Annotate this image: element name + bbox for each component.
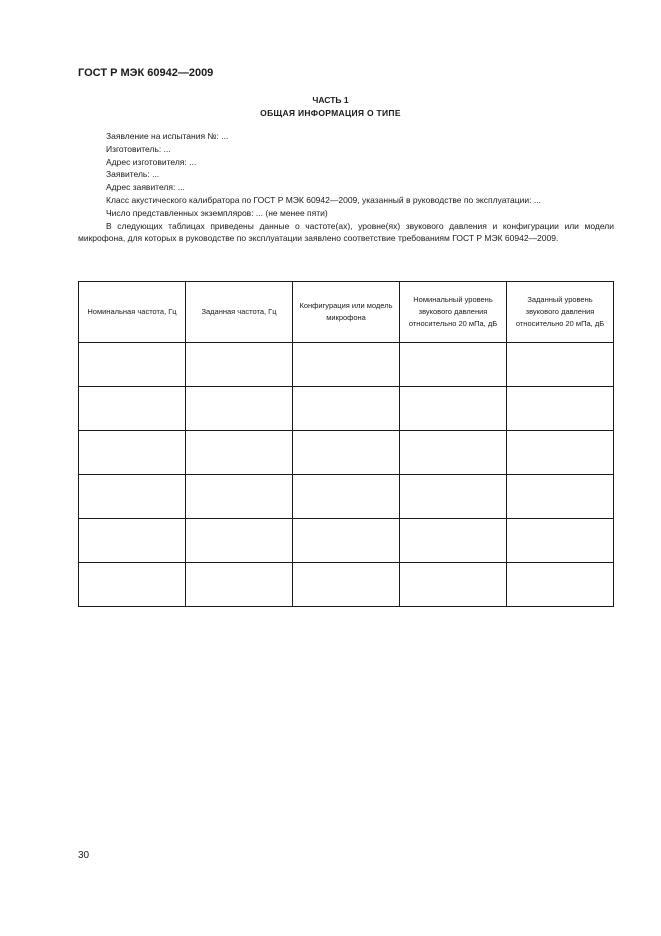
table-cell — [507, 475, 614, 519]
manufacturer-address-line: Адрес изготовителя: ... — [106, 156, 197, 167]
part-number: ЧАСТЬ 1 — [312, 95, 349, 105]
table-cell — [507, 343, 614, 387]
table-cell — [507, 431, 614, 475]
calibrator-class-paragraph: Класс акустического калибратора по ГОСТ Р МЭК 60942—2009, указанный в руководстве по эксплуатации: ... — [106, 194, 541, 205]
table-cell — [293, 387, 400, 431]
table-cell — [186, 475, 293, 519]
table-row — [79, 475, 614, 519]
table-cell — [293, 343, 400, 387]
part-title: ОБЩАЯ ИНФОРМАЦИЯ О ТИПЕ — [260, 108, 401, 118]
table-row — [79, 563, 614, 607]
table-cell — [186, 519, 293, 563]
page-number: 30 — [78, 850, 90, 861]
column-header-nominal-frequency: Номинальная частота, Гц — [79, 282, 186, 343]
table-cell — [400, 431, 507, 475]
table-row — [79, 387, 614, 431]
table-cell — [400, 475, 507, 519]
table-header-row — [79, 282, 614, 343]
table-cell — [400, 387, 507, 431]
frequency-level-table — [78, 281, 614, 607]
table-cell — [293, 431, 400, 475]
table-row — [79, 343, 614, 387]
table-cell — [507, 387, 614, 431]
table-cell — [79, 387, 186, 431]
body-text — [78, 130, 614, 245]
sample-count-line: Число представленных экземпляров: ... (не менее пяти) — [106, 207, 328, 218]
table-cell — [507, 519, 614, 563]
table-cell — [79, 343, 186, 387]
table-cell — [79, 431, 186, 475]
applicant-address-line: Адрес заявителя: ... — [106, 182, 185, 193]
tables-intro-paragraph: В следующих таблицах приведены данные о частоте(ах), уровне(ях) звукового давления и конфигурации или модели микрофона, для которых в руководстве по эксплуатации заявлено соответствие требованиям ГОСТ Р МЭК 60942—2009. — [78, 220, 614, 244]
table-cell — [186, 387, 293, 431]
application-number-line: Заявление на испытания №: ... — [106, 131, 229, 141]
table-body — [79, 343, 614, 607]
column-header-microphone-model: Конфигурация или модель микрофона — [293, 282, 400, 343]
table-cell — [293, 519, 400, 563]
document-code: ГОСТ Р МЭК 60942—2009 — [78, 67, 214, 79]
table-cell — [400, 343, 507, 387]
table-cell — [293, 475, 400, 519]
table-cell — [507, 563, 614, 607]
table-cell — [79, 519, 186, 563]
table-cell — [186, 431, 293, 475]
applicant-line: Заявитель: ... — [106, 169, 160, 180]
table-cell — [400, 519, 507, 563]
table-cell — [186, 563, 293, 607]
manufacturer-line: Изготовитель: ... — [106, 143, 171, 154]
table-cell — [400, 563, 507, 607]
table-cell — [79, 563, 186, 607]
column-header-set-frequency: Заданная частота, Гц — [186, 282, 293, 343]
table-cell — [186, 343, 293, 387]
column-header-set-level: Заданный уровень звукового давления относительно 20 мПа, дБ — [507, 282, 614, 343]
table-cell — [293, 563, 400, 607]
column-header-nominal-level: Номинальный уровень звукового давления относительно 20 мПа, дБ — [400, 282, 507, 343]
table-row — [79, 431, 614, 475]
table-row — [79, 519, 614, 563]
table-cell — [79, 475, 186, 519]
